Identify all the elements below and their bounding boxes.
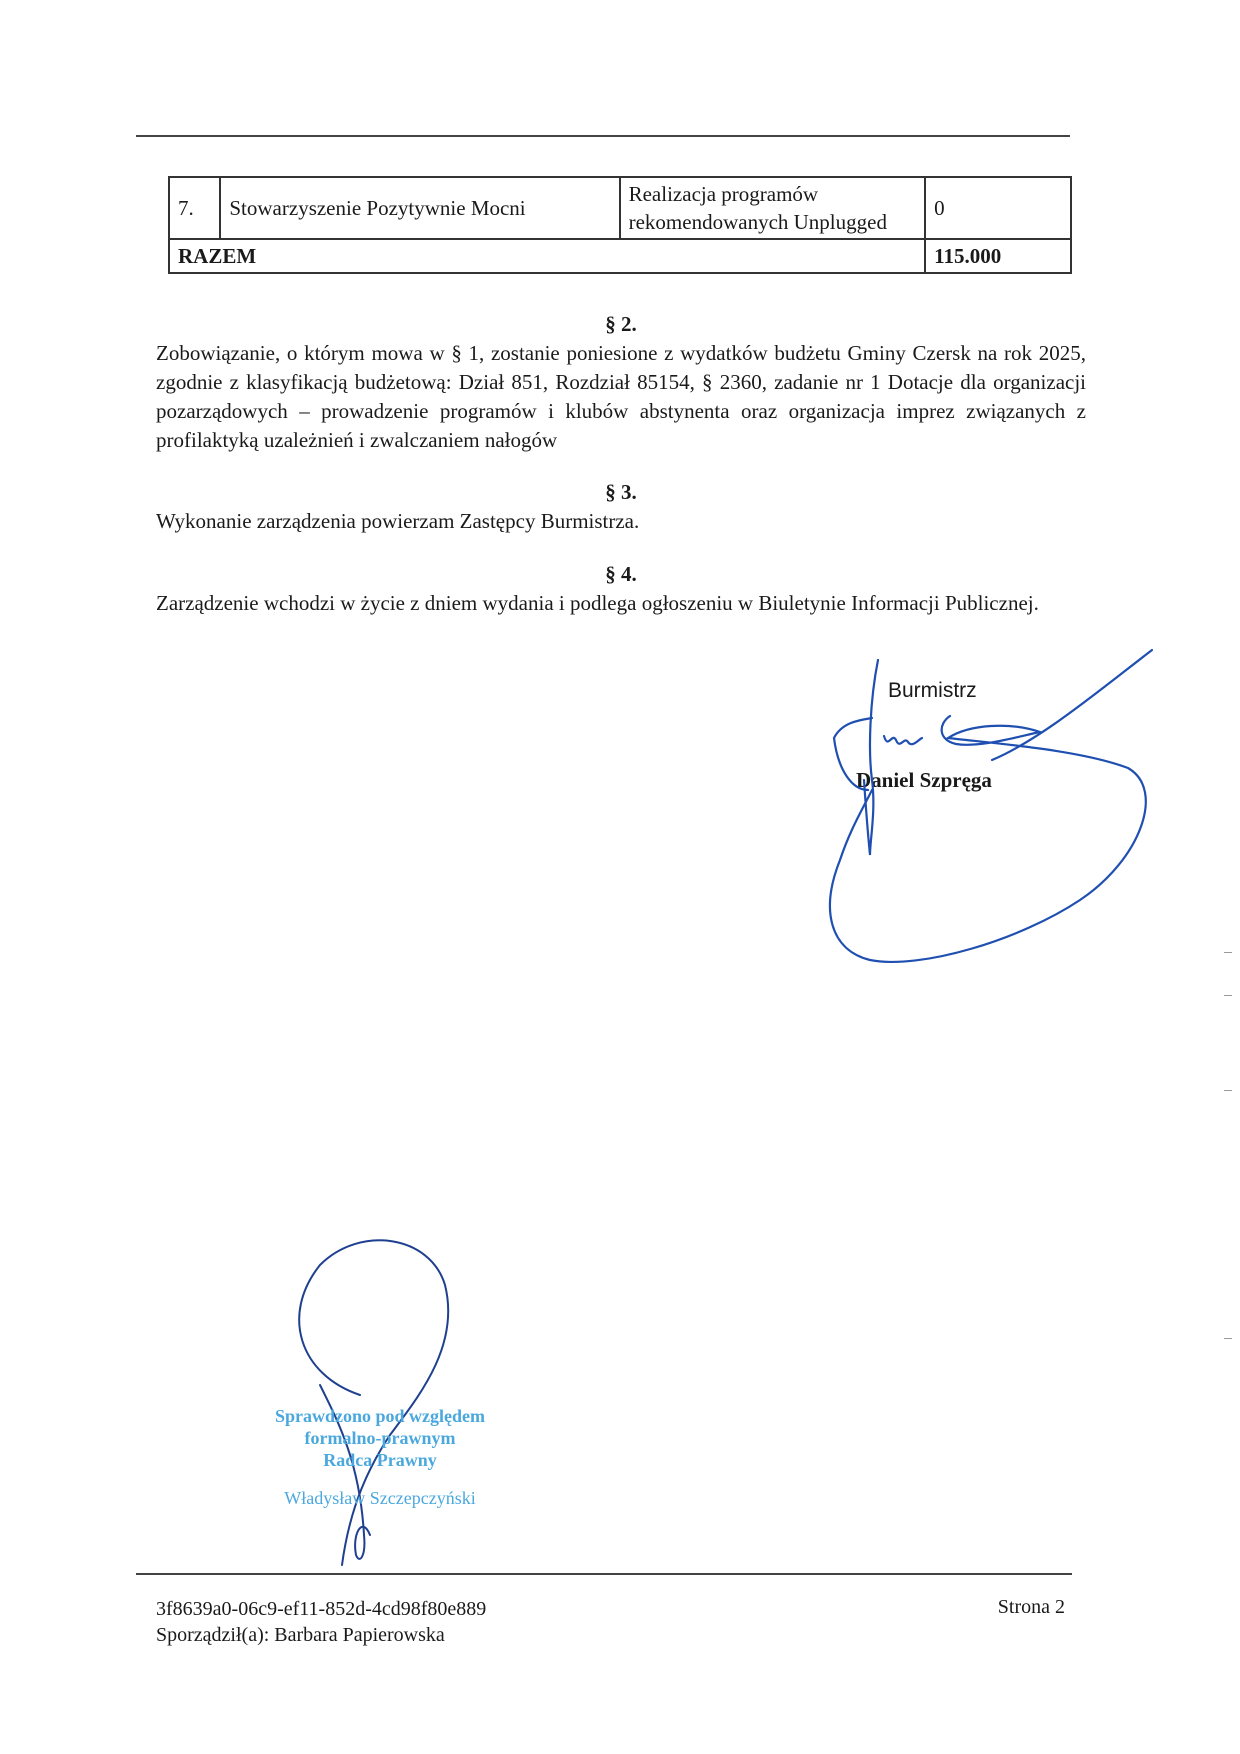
section-3: [156, 478, 1086, 536]
stamp-line-1: Sprawdzono pod względem: [274, 1406, 485, 1426]
signer-role: Burmistrz: [888, 679, 977, 702]
section-2-text: Zobowiązanie, o którym mowa w § 1, zostanie poniesione z wydatków budżetu Gminy Czersk na rok 2025, zgodnie z klasyfikacją budżetową: Dział 851, Rozdział 85154, § 2360, zadanie nr 1 Dotacje dla organizacji pozarządowych – prowadzenie programów i klubów abstynenta oraz organizacja imprez związanych z profilaktyką uzależnień i zwalczaniem nałogów: [156, 341, 1086, 452]
table-total-row: [169, 239, 1071, 273]
footer-meta: [156, 1596, 486, 1648]
table-row: [169, 177, 1071, 239]
stamp-line-3: Radca Prawny: [323, 1450, 437, 1470]
section-4: [156, 560, 1086, 618]
row-number: 7.: [169, 177, 220, 239]
header-rule: [136, 135, 1070, 137]
row-task-line1: Realizacja programów: [628, 182, 819, 206]
mayor-signature: [780, 640, 1160, 1000]
grants-table: [168, 176, 1072, 274]
section-3-heading: § 3.: [605, 480, 637, 504]
footer-rule: [136, 1573, 1072, 1575]
section-2: [156, 310, 1086, 455]
scan-edge-mark: [1224, 995, 1232, 996]
row-task-line2: rekomendowanych Unplugged: [628, 210, 887, 234]
page-number: Strona 2: [997, 1596, 1065, 1618]
scan-edge-mark: [1224, 1338, 1232, 1339]
section-4-text: Zarządzenie wchodzi w życie z dniem wydania i podlega ogłoszeniu w Biuletynie Informacji Publicznej.: [156, 591, 1039, 615]
scan-edge-mark: [1224, 952, 1232, 953]
total-label: RAZEM: [169, 239, 925, 273]
stamp-signer-name: Władysław Szczepczyński: [284, 1488, 476, 1508]
row-task: [620, 177, 926, 239]
row-amount: 0: [925, 177, 1071, 239]
section-2-heading: § 2.: [605, 312, 637, 336]
section-3-text: Wykonanie zarządzenia powierzam Zastępcy Burmistrza.: [156, 509, 640, 533]
signer-name: Daniel Szpręga: [856, 768, 992, 792]
stamp-line-2: formalno-prawnym: [304, 1428, 456, 1448]
prepared-by: Sporządził(a): Barbara Papierowska: [156, 1624, 445, 1646]
legal-check-stamp: [255, 1405, 505, 1509]
document-id: 3f8639a0-06c9-ef11-852d-4cd98f80e889: [156, 1598, 487, 1620]
total-amount: 115.000: [925, 239, 1071, 273]
row-organization: Stowarzyszenie Pozytywnie Mocni: [220, 177, 619, 239]
scan-edge-mark: [1224, 1090, 1232, 1091]
section-4-heading: § 4.: [605, 562, 637, 586]
